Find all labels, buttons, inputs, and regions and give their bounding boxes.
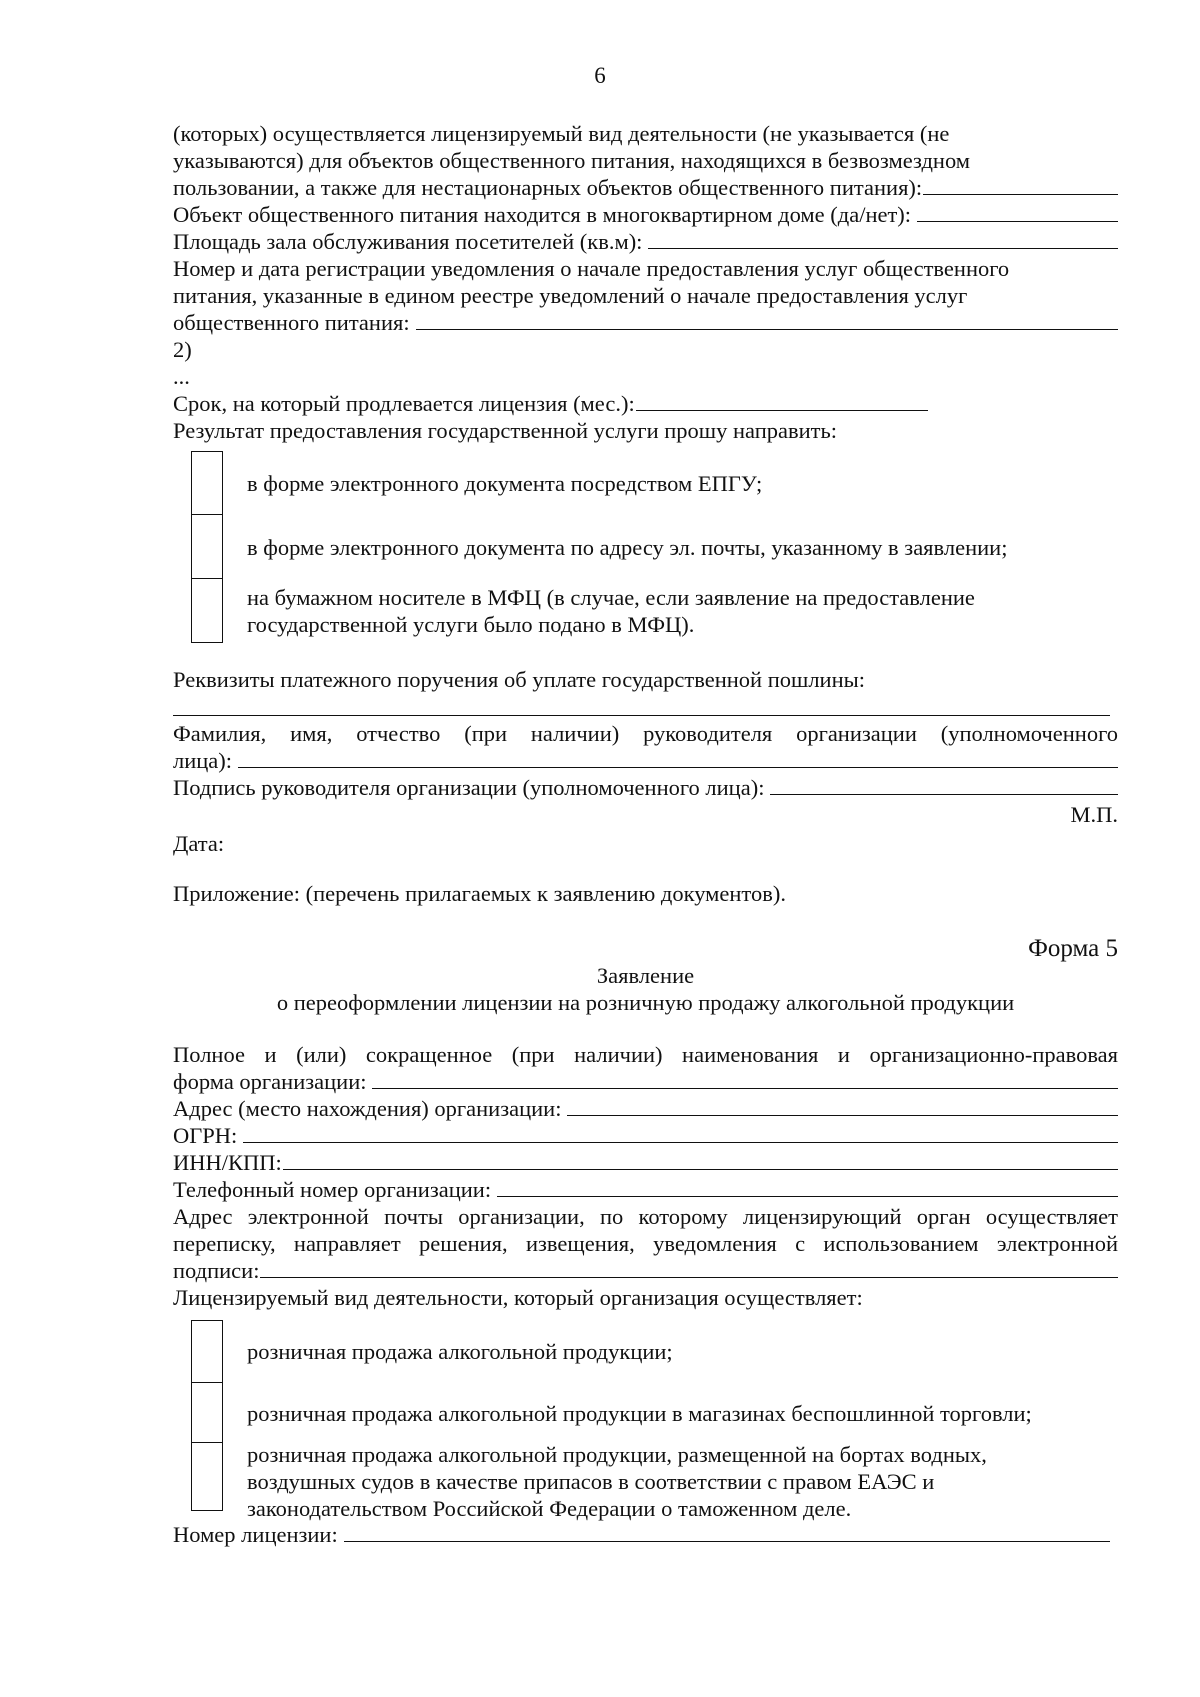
checkbox[interactable] bbox=[191, 1320, 223, 1383]
license-number-blank[interactable] bbox=[344, 1522, 1110, 1542]
result-option-paper[interactable]: на бумажном носителе в МФЦ (в случае, если заявление на предоставление государственной услуги было подано в МФЦ). bbox=[191, 579, 1118, 643]
activity-option-vessels[interactable]: розничная продажа алкогольной продукции, размещенной на бортах водных, воздушных судов в качестве припасов в соответствии с правом ЕАЭС и законодательством Российской Федерации о таможенном деле. bbox=[191, 1443, 1118, 1511]
activity-label: Лицензируемый вид деятельности, который организация осуществляет: bbox=[173, 1285, 863, 1310]
activity-option-duty-free[interactable]: розничная продажа алкогольной продукции в магазинах беспошлинной торговли; bbox=[191, 1383, 1118, 1443]
inn-blank[interactable] bbox=[283, 1150, 1118, 1170]
object-blank[interactable] bbox=[923, 175, 1118, 195]
checkbox[interactable] bbox=[191, 1383, 223, 1443]
result-options bbox=[191, 451, 1118, 643]
head-name-line-1: Фамилия, имя, отчество (при наличии) руководителя организации (уполномоченного bbox=[173, 721, 1118, 746]
payment-blank[interactable] bbox=[173, 695, 1110, 716]
ogrn-blank[interactable] bbox=[243, 1123, 1118, 1143]
form-5-subtitle: о переоформлении лицензии на розничную продажу алкогольной продукции bbox=[276, 990, 1015, 1015]
phone-row: Телефонный номер организации: bbox=[173, 1176, 1118, 1203]
ellipsis: ... bbox=[173, 364, 190, 389]
page-number: 6 bbox=[594, 63, 606, 88]
hall-area-blank[interactable] bbox=[648, 229, 1118, 249]
notification-line-1: Номер и дата регистрации уведомления о начале предоставления услуг общественного bbox=[173, 256, 1010, 281]
license-number-row: Номер лицензии: bbox=[173, 1521, 1118, 1548]
checkbox[interactable] bbox=[191, 1443, 223, 1511]
ogrn-row: ОГРН: bbox=[173, 1122, 1118, 1149]
apartment-building-row: Объект общественного питания находится в многоквартирном доме (да/нет): bbox=[173, 201, 1118, 228]
head-name-blank[interactable] bbox=[238, 748, 1118, 768]
notification-line-3: общественного питания: bbox=[173, 309, 1118, 336]
checkbox[interactable] bbox=[191, 579, 223, 643]
full-name-line-2: форма организации: bbox=[173, 1068, 1118, 1095]
full-name-blank[interactable] bbox=[372, 1069, 1118, 1089]
notification-blank[interactable] bbox=[416, 310, 1118, 330]
result-label: Результат предоставления государственной услуги прошу направить: bbox=[173, 418, 838, 443]
email-line-2: переписку, направляет решения, извещения, уведомления с использованием электронной bbox=[173, 1231, 1118, 1256]
item-2: 2) bbox=[173, 337, 192, 362]
signature-row: Подпись руководителя организации (уполномоченного лица): bbox=[173, 774, 1118, 801]
checkbox[interactable] bbox=[191, 515, 223, 579]
address-blank[interactable] bbox=[567, 1096, 1118, 1116]
result-option-epgu[interactable]: в форме электронного документа посредством ЕПГУ; bbox=[191, 451, 1118, 515]
phone-blank[interactable] bbox=[497, 1177, 1118, 1197]
email-line-1: Адрес электронной почты организации, по которому лицензирующий орган осуществляет bbox=[173, 1204, 1118, 1229]
document-body bbox=[173, 120, 1118, 1548]
full-name-line-1: Полное и (или) сокращенное (при наличии) наименования и организационно-правовая bbox=[173, 1042, 1118, 1067]
attachment-row: Приложение: (перечень прилагаемых к заявлению документов). bbox=[173, 881, 786, 906]
email-blank[interactable] bbox=[260, 1258, 1118, 1278]
term-blank[interactable] bbox=[636, 391, 928, 411]
inn-row: ИНН/КПП: bbox=[173, 1149, 1118, 1176]
email-line-3: подписи: bbox=[173, 1257, 1118, 1284]
object-line-1: (которых) осуществляется лицензируемый вид деятельности (не указывается (не bbox=[173, 121, 950, 146]
stamp-row: М.П. bbox=[1070, 802, 1118, 827]
date-row: Дата: bbox=[173, 831, 225, 856]
signature-blank[interactable] bbox=[770, 775, 1118, 795]
checkbox[interactable] bbox=[191, 451, 223, 515]
notification-line-2: питания, указанные в едином реестре уведомлений о начале предоставления услуг bbox=[173, 283, 968, 308]
result-option-email[interactable]: в форме электронного документа по адресу эл. почты, указанному в заявлении; bbox=[191, 515, 1118, 579]
form-5-label: Форма 5 bbox=[1028, 935, 1118, 962]
apartment-building-blank[interactable] bbox=[917, 202, 1118, 222]
activity-options bbox=[191, 1320, 1118, 1521]
activity-option-retail[interactable]: розничная продажа алкогольной продукции; bbox=[191, 1320, 1118, 1383]
form-5-title: Заявление bbox=[596, 963, 695, 988]
object-line-2: указываются) для объектов общественного питания, находящихся в безвозмездном bbox=[173, 148, 971, 173]
head-name-line-2: лица): bbox=[173, 747, 1118, 774]
hall-area-row: Площадь зала обслуживания посетителей (кв.м): bbox=[173, 228, 1118, 255]
address-row: Адрес (место нахождения) организации: bbox=[173, 1095, 1118, 1122]
payment-label: Реквизиты платежного поручения об уплате государственной пошлины: bbox=[173, 667, 865, 692]
object-line-3: пользовании, а также для нестационарных объектов общественного питания): bbox=[173, 174, 1118, 201]
term-row: Срок, на который продлевается лицензия (мес.): bbox=[173, 390, 1118, 417]
